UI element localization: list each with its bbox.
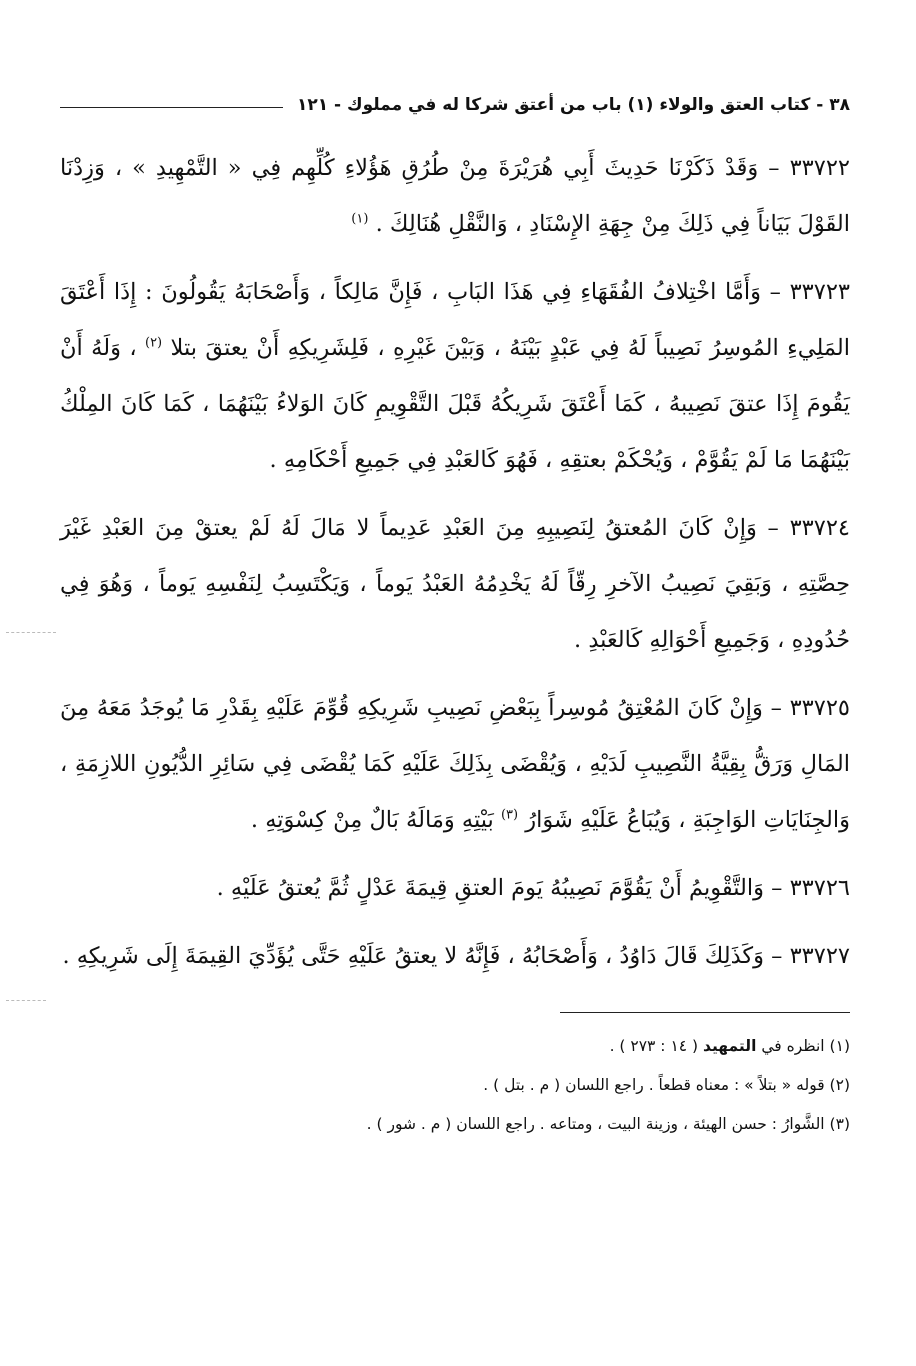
scan-artifact-left-lower <box>6 1000 46 1001</box>
paragraph-33725 <box>60 680 850 848</box>
paragraph-number: ٣٣٧٢٧ <box>789 943 850 969</box>
footnote-ref-3[interactable]: (٣) <box>500 807 519 823</box>
paragraph-text: – وَالتَّقْوِيمُ أَنْ يَقُوَّمَ نَصِيبُهُ يَومَ العتقِ قِيمَةَ عَدْلٍ ثُمَّ يُعتقُ عَلَيْهِ . <box>216 875 783 901</box>
scan-artifact-left-upper <box>6 632 56 633</box>
paragraph-text: – وَإِنْ كَانَ المُعْتِقُ مُوسِراً بِبَعْضِ نَصِيبِ شَرِيكِهِ قُوِّمَ عَلَيْهِ بِقَدْرِ مَا يُوجَدُ مَعَهُ مِنَ المَالِ وَرَقُّ بِقِيَّةُ النَّصِيبِ لَدَيْهِ ، وَيُقْضَى بِذَلِكَ عَلَيْهِ كَمَا يُقْضَى فِي سَائِرِ الدُّيُونِ اللازِمَةِ ، وَالجِنَايَاتِ الوَاجِبَةِ ، وَيُبَاعُ عَلَيْهِ شَوَارُ <box>60 695 850 833</box>
footnote-separator <box>560 1012 850 1013</box>
paragraph-text: – وَإِنْ كَانَ المُعتقُ لِنَصِيبِهِ مِنَ العَبْدِ عَدِيماً لا مَالَ لَهُ لَمْ يعتقْ مِنَ العَبْدِ غَيْرَ حِصَّتِهِ ، وَبَقِيَ نَصِيبُ الآخرِ رِقّاً لَهُ يَخْدِمُهُ العَبْدُ يَوماً ، وَيَكْتَسِبُ لِنَفْسِهِ يَوماً ، وَهُوَ فِي حُدُودِهِ ، وَجَمِيعِ أَحْوَالِهِ كَالعَبْدِ . <box>60 515 850 653</box>
paragraph-number: ٣٣٧٢٦ <box>789 875 850 901</box>
paragraph-number: ٣٣٧٢٤ <box>789 515 850 541</box>
footnote-2 <box>60 1066 850 1105</box>
paragraph-text: – وَأَمَّا اخْتِلافُ الفُقَهَاءِ فِي هَذَا البَابِ ، فَإِنَّ مَالِكاً ، وَأَصْحَابَهُ يَقُولُونَ : إِذَا أَعْتَقَ المَلِيءِ المُوسِرُ نَصِيباً لَهُ فِي عَبْدٍ بَيْنَهُ ، وَبَيْنَ غَيْرِهِ ، فَلِشَرِيكِهِ أَنْ يعتقَ بتلا <box>60 279 851 361</box>
paragraph-33726 <box>60 860 850 916</box>
footnote-book-title: التمهيد <box>703 1037 757 1055</box>
footnote-text: الشَّوارُ : حسن الهيئة ، وزينة البيت ، ومتاعه . راجع اللسان ( م . شور ) . <box>366 1115 825 1133</box>
paragraph-number: ٣٣٧٢٣ <box>789 279 850 305</box>
paragraph-text: – وَكَذَلِكَ قَالَ دَاوُدُ ، وَأَصْحَابُهُ ، فَإِنَّهُ لا يعتقُ عَلَيْهِ حَتَّى يُؤَدِّيَ القِيمَةَ إِلَى شَرِيكِهِ . <box>62 943 783 969</box>
paragraph-33727 <box>60 928 850 984</box>
paragraph-33724 <box>60 500 850 668</box>
document-page <box>60 88 850 1348</box>
footnote-3 <box>60 1105 850 1144</box>
paragraph-text-continued: ، وَلَهُ أَنْ يَقُومَ إِذَا عتقَ نَصِيبهُ ، كَمَا أَعْتَقَ شَرِيكُهُ قَبْلَ التَّقْوِيمِ كَانَ الوَلاءُ بَيْنَهُمَا ، كَمَا كَانَ المِلْكُ بَيْنَهُمَا مَا لَمْ يَقُوَّمْ ، وَيُحْكَمْ بعتقِهِ ، فَهُوَ كَالعَبْدِ فِي جَمِيعِ أَحْكَامِهِ . <box>60 335 850 473</box>
paragraph-number: ٣٣٧٢٥ <box>789 695 850 721</box>
footnote-reference: ( ١٤ : ٢٧٣ ) . <box>609 1037 699 1055</box>
paragraph-33723 <box>60 264 850 488</box>
paragraph-number: ٣٣٧٢٢ <box>789 155 850 181</box>
footnote-1 <box>60 1027 850 1066</box>
footnote-ref-2[interactable]: (٢) <box>144 335 163 351</box>
footnote-text: قوله « بتلاً » : معناه قطعاً . راجع اللسان ( م . بتل ) . <box>483 1076 825 1094</box>
footnote-marker: (٢) <box>829 1076 850 1094</box>
footnote-text: انظره في <box>761 1037 825 1055</box>
footnote-ref-1[interactable]: (١) <box>351 211 369 227</box>
paragraph-text-continued: بَيْتِهِ وَمَالَهُ بَالٌ مِنْ كِسْوَتِهِ . <box>250 807 494 833</box>
header-rule <box>60 107 283 108</box>
paragraph-text: – وَقَدْ ذَكَرْنَا حَدِيثَ أَبِي هُرَيْرَةَ مِنْ طُرُقِ هَؤُلاءِ كُلِّهِم فِي « التَّمْهِيدِ » ، وَزِدْنَا القَوْلَ بَيَاناً فِي ذَلِكَ مِنْ جِهَةِ الإِسْنَادِ ، وَالنَّقْلِ هُنَالِكَ . <box>60 155 850 237</box>
footnote-marker: (١) <box>829 1037 850 1055</box>
running-title: ٣٨ - كتاب العتق والولاء (١) باب من أعتق شركا له في مملوك - ١٢١ <box>296 95 850 115</box>
paragraph-33722 <box>60 140 850 252</box>
footnote-marker: (٣) <box>829 1115 850 1133</box>
page-header <box>60 88 850 122</box>
